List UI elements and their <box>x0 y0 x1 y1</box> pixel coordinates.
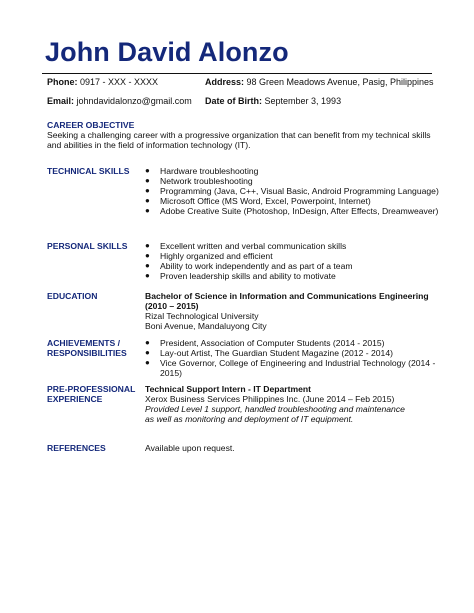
list-item <box>145 261 445 271</box>
personal-skills-heading: PERSONAL SKILLS <box>47 241 128 251</box>
dob-line <box>205 95 341 107</box>
list-item-text: Lay-out Artist, The Guardian Student Magazine (2012 - 2014) <box>160 348 393 358</box>
list-item-text: Vice Governor, College of Engineering and Industrial Technology (2014 - 2015) <box>160 358 436 378</box>
address-label: Address: <box>205 77 245 87</box>
experience-company: Xerox Business Services Philippines Inc. (June 2014 – Feb 2015) <box>145 394 395 404</box>
list-item-text: Programming (Java, C++, Visual Basic, Android Programming Language) <box>160 186 439 196</box>
bullet-icon: ● <box>145 186 150 195</box>
bullet-icon: ● <box>145 176 150 185</box>
list-item <box>145 196 445 206</box>
bullet-icon: ● <box>145 358 150 367</box>
list-item-text: Hardware troubleshooting <box>160 166 259 176</box>
dob-value: September 3, 1993 <box>264 96 342 106</box>
list-item-text: President, Association of Computer Students (2014 - 2015) <box>160 338 385 348</box>
bullet-icon: ● <box>145 261 150 270</box>
bullet-icon: ● <box>145 196 150 205</box>
technical-skills-list <box>145 166 445 216</box>
bullet-icon: ● <box>145 241 150 250</box>
education-school: Rizal Technological University <box>145 311 259 321</box>
list-item <box>145 176 445 186</box>
list-item-text: Ability to work independently and as part of a team <box>160 261 353 271</box>
list-item-text: Microsoft Office (MS Word, Excel, Powerpoint, Internet) <box>160 196 371 206</box>
list-item-text: Adobe Creative Suite (Photoshop, InDesign, After Effects, Dreamweaver) <box>160 206 439 216</box>
objective-heading: CAREER OBJECTIVE <box>47 120 135 130</box>
achievements-heading <box>47 338 127 358</box>
bullet-icon: ● <box>145 271 150 280</box>
education-location: Boni Avenue, Mandaluyong City <box>145 321 267 331</box>
objective-text: Seeking a challenging career with a progressive organization that can benefit from my technical skills and abilities in the field of information technology (IT). <box>47 130 431 150</box>
experience-heading-line1: PRE-PROFESSIONAL <box>47 384 136 394</box>
bullet-icon: ● <box>145 166 150 175</box>
phone-line <box>47 76 158 88</box>
bullet-icon: ● <box>145 338 150 347</box>
education-heading: EDUCATION <box>47 291 98 301</box>
bullet-icon: ● <box>145 206 150 215</box>
personal-skills-list <box>145 241 445 281</box>
technical-skills-section <box>145 166 445 216</box>
references-heading: REFERENCES <box>47 443 106 453</box>
technical-skills-heading: TECHNICAL SKILLS <box>47 166 130 176</box>
dob-label: Date of Birth: <box>205 96 262 106</box>
experience-heading-line2: EXPERIENCE <box>47 394 103 404</box>
phone-label: Phone: <box>47 77 78 87</box>
education-section <box>145 291 445 331</box>
address-value: 98 Green Meadows Avenue, Pasig, Philippines <box>246 77 434 87</box>
experience-position: Technical Support Intern - IT Department <box>145 384 311 394</box>
phone-value: 0917 - XXX - XXXX <box>80 77 159 87</box>
list-item <box>145 166 445 176</box>
list-item <box>145 338 445 348</box>
list-item <box>145 251 445 261</box>
list-item <box>145 348 445 358</box>
achievements-heading-line1: ACHIEVEMENTS / <box>47 338 121 348</box>
list-item-text: Proven leadership skills and ability to motivate <box>160 271 336 281</box>
list-item <box>145 186 445 196</box>
list-item-text: Network troubleshooting <box>160 176 253 186</box>
list-item <box>145 358 445 378</box>
bullet-icon: ● <box>145 251 150 260</box>
resume-name: John David Alonzo <box>45 37 289 67</box>
list-item <box>145 241 445 251</box>
references-text: Available upon request. <box>145 443 235 453</box>
list-item-text: Excellent written and verbal communication skills <box>160 241 347 251</box>
email-label: Email: <box>47 96 75 106</box>
address-line <box>205 76 433 88</box>
list-item-text: Highly organized and efficient <box>160 251 273 261</box>
list-item <box>145 271 445 281</box>
education-degree: Bachelor of Science in Information and Communications Engineering (2010 – 2015) <box>145 291 429 311</box>
email-line <box>47 95 192 107</box>
achievements-section <box>145 338 445 378</box>
email-value: johndavidalonzo@gmail.com <box>76 96 192 106</box>
list-item <box>145 206 445 216</box>
achievements-heading-line2: RESPONSIBILITIES <box>47 348 127 358</box>
bullet-icon: ● <box>145 348 150 357</box>
achievements-list <box>145 338 445 378</box>
header-divider <box>42 73 432 74</box>
experience-section <box>145 384 445 424</box>
experience-heading <box>47 384 135 404</box>
personal-skills-section <box>145 241 445 281</box>
experience-description: Provided Level 1 support, handled troubleshooting and maintenance as well as monitoring and deployment of IT equipment. <box>145 404 405 424</box>
